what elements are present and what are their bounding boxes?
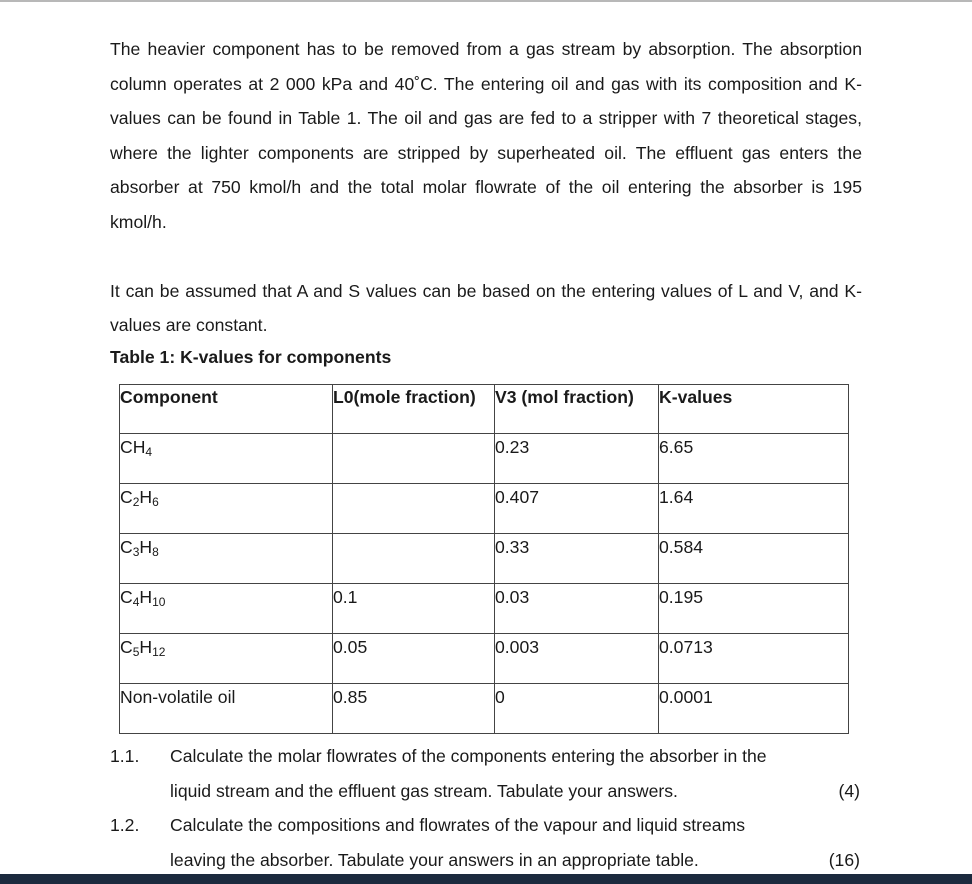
component-cell: $C_4H_{10}$	[120, 584, 333, 634]
table-row	[120, 684, 849, 734]
header-v3: V3 (mol fraction)	[495, 385, 659, 434]
table-row	[120, 434, 849, 484]
question-number: 1.1.	[110, 746, 140, 766]
v3-cell: 0.23	[495, 434, 659, 484]
v3-cell: 0.003	[495, 634, 659, 684]
k-value-cell: 0.0713	[659, 634, 849, 684]
header-k-values: K-values	[659, 385, 849, 434]
component-cell: $CH_4$	[120, 434, 333, 484]
k-value-cell: 0.584	[659, 534, 849, 584]
l0-cell: 0.1	[333, 584, 495, 634]
table-row	[120, 484, 849, 534]
question-text-line-1: Calculate the molar flowrates of the components entering the absorber in the	[170, 746, 767, 766]
question-text-line-1: Calculate the compositions and flowrates of the vapour and liquid streams	[170, 815, 746, 835]
problem-statement-paragraph: The heavier component has to be removed from a gas stream by absorption. The absorption column operates at 2 000 kPa and 40˚C. The entering oil and gas with its composition and K- values can be found in Table 1. The oil and gas are fed to a stripper with 7 theoretical stages, where the lighter components are stripped by superheated oil. The effluent gas enters the absorber at 750 kmol/h and the total molar flowrate of the oil entering the absorber is 195 kmol/h.	[110, 39, 862, 232]
question-1-2	[110, 808, 862, 878]
l0-cell: 0.85	[333, 684, 495, 734]
component-cell: $C_5H_{12}$	[120, 634, 333, 684]
k-value-cell: 1.64	[659, 484, 849, 534]
component-cell: Non-volatile oil	[120, 684, 333, 734]
k-value-cell: 6.65	[659, 434, 849, 484]
table-row	[120, 584, 849, 634]
component-cell: $C_2H_6$	[120, 484, 333, 534]
assumption-paragraph: It can be assumed that A and S values can be based on the entering values of L and V, and K- values are constant.	[110, 281, 862, 335]
question-text-line-2: liquid stream and the effluent gas stream. Tabulate your answers.	[170, 780, 678, 801]
top-rule	[0, 0, 972, 2]
question-marks: (4)	[838, 780, 860, 801]
table-row	[120, 634, 849, 684]
question-text-line-2: leaving the absorber. Tabulate your answers in an appropriate table.	[170, 849, 699, 870]
v3-cell: 0	[495, 684, 659, 734]
question-1-1	[110, 739, 862, 809]
table-title: Table 1: K-values for components	[110, 347, 392, 367]
header-l0: L0(mole fraction)	[333, 385, 495, 434]
question-marks: (16)	[828, 849, 860, 870]
v3-cell: 0.407	[495, 484, 659, 534]
k-value-cell: 0.195	[659, 584, 849, 634]
l0-cell	[333, 434, 495, 484]
l0-cell: 0.05	[333, 634, 495, 684]
component-cell: $C_3H_8$	[120, 534, 333, 584]
l0-cell	[333, 484, 495, 534]
bottom-bar	[0, 874, 972, 884]
v3-cell: 0.03	[495, 584, 659, 634]
question-number: 1.2.	[110, 815, 140, 835]
k-value-cell: 0.0001	[659, 684, 849, 734]
k-values-table	[119, 384, 849, 734]
header-component: Component	[120, 385, 333, 434]
table-header-row	[120, 385, 849, 434]
v3-cell: 0.33	[495, 534, 659, 584]
l0-cell	[333, 534, 495, 584]
table-row	[120, 534, 849, 584]
